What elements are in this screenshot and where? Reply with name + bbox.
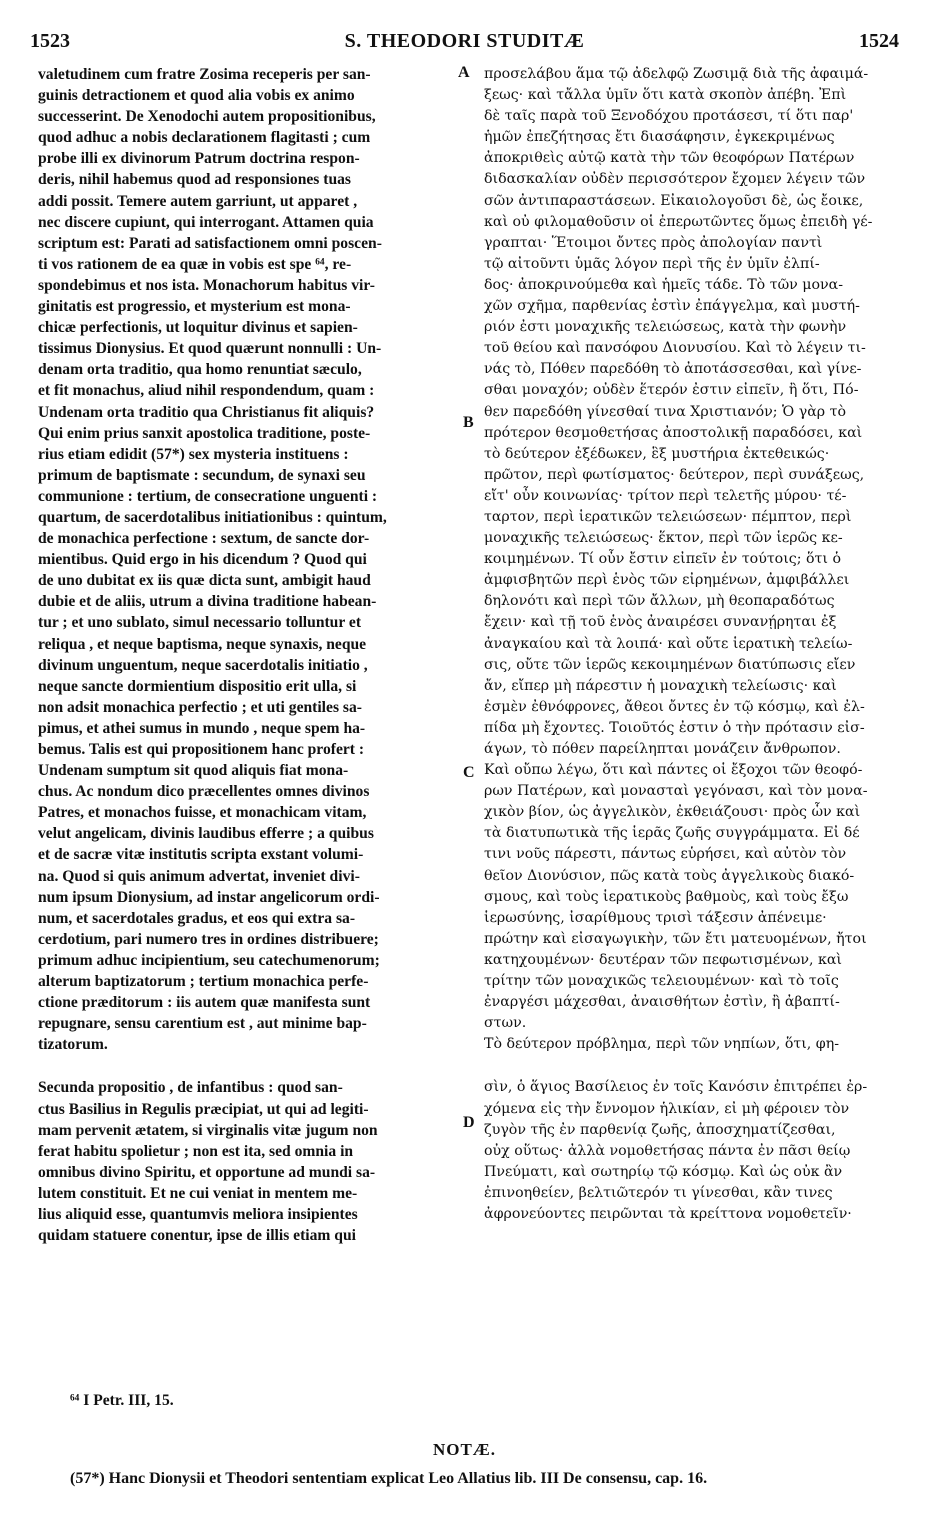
text-line: divinum unguentum, neque sacerdotalis initiatio , bbox=[38, 656, 368, 674]
text-line: κοιμημένων. Τί οὖν ἔστιν εἰπεῖν ἐν τούτοις; ὅτι ὁ bbox=[484, 551, 842, 568]
text-line: πίδα μὴ ἔχοντες. Τοιοῦτός ἐστιν ὁ τὴν πρότασιν εἰσ- bbox=[484, 719, 865, 736]
text-line: tizatorum. bbox=[38, 1036, 108, 1054]
text-line: pimus, et athei sumus in mundo , neque spem ha- bbox=[38, 719, 366, 737]
text-line: χόμενα εἰς τὴν ἔννομον ἡλικίαν, εἰ μὴ φέροιεν τὸν bbox=[484, 1100, 850, 1117]
running-title: S. THEODORI STUDITÆ bbox=[344, 30, 585, 52]
text-line: τρίτην τῶν μοναχικῶς τελειουμένων· καὶ τὸ τοῖς bbox=[484, 973, 839, 990]
text-line: de uno dubitat ex iis quæ dicta sunt, ambigit haud bbox=[38, 572, 371, 590]
text-line: chicæ perfectionis, ut loquitur divinus et sapien- bbox=[38, 319, 358, 337]
text-line: τὰ διατυπωτικὰ τῆς ἱερᾶς ζωῆς συγγράμματα. Εἰ δέ bbox=[484, 825, 860, 842]
text-line: addi possit. Temere autem garriunt, ut apparet , bbox=[38, 192, 358, 210]
text-line: στων. bbox=[484, 1015, 527, 1032]
text-line: ἔχειν· καὶ τῇ τοῦ ἑνὸς ἀναιρέσει συνανῄρηται ἐξ bbox=[484, 614, 837, 631]
text-line: ἱερωσύνης, ἰσαρίθμους τρισὶ τάξεσιν ἀπένειμε· bbox=[484, 909, 827, 926]
text-line: non adsit monachica perfectio ; et uti gentiles sa- bbox=[38, 698, 362, 716]
text-line: Undenam sumptum sit quod aliquis fiat mona- bbox=[38, 762, 349, 780]
text-line: denam orta traditio, qua homo renuntiat sæculo, bbox=[38, 361, 362, 379]
text-line: σμους, καὶ τοὺς ἱερατικοὺς βαθμοὺς, καὶ τοὺς ἔξω bbox=[484, 888, 849, 905]
text-line: χικὸν βίον, ὡς ἀγγελικὸν, ἐκθειάζουσι· πρὸς ὧν καὶ bbox=[484, 804, 861, 821]
text-line: Secunda propositio , de infantibus : quod san- bbox=[38, 1079, 343, 1097]
text-line: ξεως· καὶ τἄλλα ὑμῖν ὅτι κατὰ σκοπὸν ἀπέβη. Ἐπὶ bbox=[484, 87, 847, 104]
text-line: πρῶτον, περὶ φωτίσματος· δεύτερον, περὶ συνάξεως, bbox=[484, 466, 865, 483]
text-line: ctus Basilius in Regulis præcipiat, ut qui ad legiti- bbox=[38, 1100, 369, 1118]
text-line: ρων Πατέρων, καὶ μονασταὶ γεγόνασι, καὶ τὸν μονα- bbox=[484, 783, 868, 800]
text-line: ἀφρονεύοντες πειρῶνται τὰ κρείττονα νομοθετεῖν· bbox=[484, 1205, 852, 1222]
section-marker-d: D bbox=[463, 1114, 475, 1131]
text-line: chus. Ac nondum dico præcellentes omnes divinos bbox=[38, 783, 370, 801]
text-line: σὶν, ὁ ἅγιος Βασίλειος ἐν τοῖς Κανόσιν ἐπιτρέπει ἐρ- bbox=[484, 1079, 868, 1096]
section-marker-c: C bbox=[463, 764, 475, 781]
text-line: ἐπινοηθείεν, βελτιῶτερόν τι γίνεσθαι, κἂν τινες bbox=[484, 1184, 833, 1201]
text-line: primum adhuc incipientium, seu catechumenorum; bbox=[38, 951, 380, 969]
text-line: δηλονότι καὶ περὶ τῶν ἄλλων, μὴ θεοπαραδότως bbox=[484, 593, 835, 610]
text-line: ti vos rationem de ea quæ in vobis est spe ⁶⁴, re- bbox=[38, 255, 352, 273]
text-line: bemus. Talis est qui propositionem hanc profert : bbox=[38, 741, 365, 758]
text-line: πρότερον θεσμοθετήσας ἀποστολικῇ παραδόσει, καὶ bbox=[484, 424, 863, 441]
text-line: σις, οὔτε τῶν ἱερῶς κεκοιμημένων διατύπωσις εἴεν bbox=[484, 656, 856, 673]
text-line: spondebimus et nos ista. Monachorum habitus vir- bbox=[38, 276, 375, 294]
text-line: οὐχ οὕτως· ἀλλὰ νομοθετήσας πάντα ἐν πᾶσι θείῳ bbox=[484, 1142, 851, 1159]
text-line: cerdotium, pari numero tres in ordines distribuere; bbox=[38, 930, 379, 948]
text-line: δος· ἀποκρινούμεθα καὶ ἡμεῖς τάδε. Τὸ τῶν μονα- bbox=[484, 276, 844, 293]
text-line: communione : tertium, de consecratione unguenti : bbox=[38, 487, 378, 505]
text-line: probe illi ex divinorum Patrum doctrina respon- bbox=[38, 150, 360, 168]
text-line: ferat habitu spolietur ; non est ita, sed omnia in bbox=[38, 1142, 354, 1160]
notes-heading: NOTÆ. bbox=[432, 1440, 497, 1459]
text-line: tur ; et uno sublato, simul necessario tolluntur et bbox=[38, 614, 362, 632]
latin-column bbox=[38, 64, 460, 1246]
text-line: ἀμφισβητῶν περὶ ἑνὸς τῶν εἰρημένων, ἀμφιβάλλει bbox=[484, 572, 850, 589]
text-line: quidam statuere conentur, ipse de illis etiam qui bbox=[38, 1227, 356, 1245]
text-line: et de sacræ vitæ institutis scripta exstant volumi- bbox=[38, 846, 364, 864]
text-line: Τὸ δεύτερον πρόβλημα, περὶ τῶν νηπίων, ὅτι, φη- bbox=[484, 1036, 840, 1053]
text-line: σθαι μοναχόν; οὐδὲν ἕτερόν ἐστιν εἰπεῖν, ἢ ὅτι, Πό- bbox=[484, 382, 859, 399]
text-line: Undenam orta traditio qua Christianus fit aliquis? bbox=[38, 403, 375, 421]
paragraph-gap bbox=[484, 1055, 894, 1077]
text-line: tissimus Dionysius. Et quod quærunt nonnulli : Un- bbox=[38, 340, 382, 358]
text-line: ἄν, εἴπερ μὴ πάρεστιν ἡ μοναχικὴ τελείωσις· καὶ bbox=[484, 677, 837, 694]
text-line: θεῖον Διονύσιον, πῶς κατὰ τοὺς ἀγγελικοὺς διακό- bbox=[484, 867, 855, 884]
text-line: Patres, et monachos fuisse, et monachicam vitam, bbox=[38, 804, 367, 822]
text-line: χῶν σχῆμα, παρθενίας ἐστὶν ἐπάγγελμα, καὶ μυστή- bbox=[484, 298, 860, 315]
text-line: άγων, τὸ πόθεν παρείληπται μονάζειν ἄνθρωπον. bbox=[484, 741, 841, 757]
text-line: Καὶ οὔπω λέγω, ὅτι καὶ πάντες οἱ ἔξοχοι τῶν θεοφό- bbox=[484, 762, 863, 779]
text-line: ἐσμὲν ἐθνόφρονες, ἄθεοι ὄντες ἐν τῷ κόσμῳ, καὶ ἐλ- bbox=[484, 698, 865, 715]
text-line: τοῦ θείου καὶ πανσόφου Διονυσίου. Καὶ τὸ λέγειν τι- bbox=[484, 340, 866, 357]
text-line: valetudinem cum fratre Zosima receperis per san- bbox=[38, 66, 371, 83]
text-line: guinis detractionem et quod alia vobis ex animo bbox=[38, 87, 355, 105]
text-line: διδασκαλίαν οὐδὲν περισσότερον ἔχομεν λέγειν τῶν bbox=[484, 171, 866, 188]
text-line: ταρτον, περὶ ἱερατικῶν τελειώσεων· πέμπτον, περὶ bbox=[484, 508, 852, 525]
text-line: de monachica perfectione : sextum, de sancte dor- bbox=[38, 530, 370, 548]
text-line: scriptum est: Parati ad satisfactionem omni poscen- bbox=[38, 234, 382, 252]
text-line: omnibus divino Spiritu, et opportune ad mundi sa- bbox=[38, 1163, 376, 1181]
section-marker-a: A bbox=[458, 64, 470, 81]
text-line: alterum baptizatorum ; tertium monachica perfe- bbox=[38, 973, 369, 991]
text-line: σῶν ἀντιπαραστάσεων. Εἰκαιολογοῦσι δὲ, ὡς ἔοικε, bbox=[484, 192, 864, 209]
text-line: mientibus. Quid ergo in his dicendum ? Quod qui bbox=[38, 551, 367, 569]
text-line: ἡμῶν ἐπεζήτησας ἔτι διασάφησιν, ἐγκεκριμένως bbox=[484, 129, 835, 146]
text-line: ἀποκριθεὶς αὐτῷ κατὰ τὴν τῶν θεοφόρων Πατέρων bbox=[484, 150, 855, 167]
text-line: ctione præditorum : iis autem quæ manifesta sunt bbox=[38, 994, 371, 1012]
text-line: ἀναγκαίου καὶ τὰ λοιπά· καὶ οὔτε ἱερατικὴ τελείω- bbox=[484, 635, 853, 652]
text-line: dubie et de aliis, utrum a divina traditione habean- bbox=[38, 593, 377, 611]
text-line: τινι νοῦς πάρεστι, πάντως εὑρήσει, καὶ αὐτὸν τὸν bbox=[484, 846, 847, 863]
text-line: τὸ δεύτερον ἐξέδωκεν, ἓξ μυστήρια ἐκτεθεικώς· bbox=[484, 445, 830, 462]
text-line: καὶ οὐ φιλομαθοῦσιν οἱ ἐπερωτῶντες ὅμως ἐπειδὴ γέ- bbox=[484, 213, 873, 230]
text-line: num ipsum Dionysium, ad instar angelicorum ordi- bbox=[38, 888, 380, 906]
text-line: τῷ αἰτοῦντι ὑμᾶς λόγον περὶ τῆς ἐν ὑμῖν ἐλπί- bbox=[484, 255, 820, 272]
text-line: Πνεύματι, καὶ σωτηρίῳ τῷ κόσμῳ. Καὶ ὡς οὐκ ἂν bbox=[484, 1163, 843, 1180]
paragraph-gap bbox=[38, 1055, 460, 1077]
text-line: Qui enim prius sanxit apostolica traditione, poste- bbox=[38, 424, 371, 442]
text-line: rius etiam edidit (57*) sex mysteria instituens : bbox=[38, 445, 349, 463]
text-line: quod adhuc a nobis declarationem flagitasti ; cum bbox=[38, 129, 371, 147]
text-line: ginitatis est progressio, et mysterium est mona- bbox=[38, 298, 351, 316]
text-line: velut angelicam, divinis laudibus efferre ; a quibus bbox=[38, 825, 374, 843]
text-line: na. Quod si quis animum advertat, inveniet divi- bbox=[38, 867, 360, 885]
text-line: neque sancte dormientium dispositio erit ulla, si bbox=[38, 677, 357, 695]
text-line: πρώτην καὶ εἰσαγωγικὴν, τῶν ἔτι ματευομένων, ἤτοι bbox=[484, 930, 867, 947]
page-number-left: 1523 bbox=[30, 30, 70, 52]
text-line: γραπται· Ἕτοιμοι ὄντες πρὸς ἀπολογίαν παντὶ bbox=[484, 234, 823, 251]
text-line: quartum, de sacerdotalibus initiationibus : quintum, bbox=[38, 508, 387, 526]
text-line: reliqua , et neque baptisma, neque synaxis, neque bbox=[38, 635, 367, 653]
text-line: ζυγὸν τῆς ἐν παρθενίᾳ ζωῆς, ἀποσχηματίζεσθαι, bbox=[484, 1121, 836, 1138]
text-line: mam pervenit ætatem, si virginalis vitæ jugum non bbox=[38, 1121, 378, 1139]
greek-column bbox=[484, 64, 894, 1225]
text-line: εἴτ' οὖν κοινωνίας· τρίτον περὶ τελετῆς μύρου· τέ- bbox=[484, 487, 847, 504]
text-line: θεν παρεδόθη γίνεσθαί τινα Χριστιανόν; Ὁ γὰρ τὸ bbox=[484, 403, 847, 420]
note-57: (57*) Hanc Dionysii et Theodori sententiam explicat Leo Allatius lib. III De consensu, cap. 16. bbox=[70, 1470, 708, 1487]
text-line: δὲ ταῖς παρὰ τοῦ Ξενοδόχου προτάσεσι, τί ὅτι παρ' bbox=[484, 108, 854, 125]
section-marker-b: B bbox=[463, 414, 474, 431]
text-line: et fit monachus, aliud nihil respondendum, quam : bbox=[38, 382, 375, 400]
text-line: lius aliquid esse, quantumvis meliora insipientes bbox=[38, 1205, 358, 1223]
text-line: nec discere cupiunt, qui interrogant. Attamen quia bbox=[38, 213, 374, 231]
text-line: successerint. De Xenodochi autem propositionibus, bbox=[38, 108, 376, 126]
text-line: κατηχουμένων· δευτέραν τῶν πεφωτισμένων, καὶ bbox=[484, 951, 842, 968]
text-line: ριόν ἐστι μοναχικῆς τελειώσεως, κατὰ τὴν φωνὴν bbox=[484, 319, 847, 336]
text-line: primum de baptismate : secundum, de synaxi seu bbox=[38, 466, 366, 484]
text-line: num, et sacerdotales gradus, et eos qui extra sa- bbox=[38, 909, 356, 927]
text-line: προσελάβου ἅμα τῷ ἀδελφῷ Ζωσιμᾷ διὰ τῆς ἀφαιμά- bbox=[484, 66, 869, 82]
page-number-right: 1524 bbox=[859, 30, 899, 52]
text-line: lutem constituit. Et ne cui veniat in mentem me- bbox=[38, 1184, 358, 1202]
text-line: μοναχικῆς τελειώσεως· ἕκτον, περὶ τῶν ἱερῶς κε- bbox=[484, 530, 843, 547]
text-line: deris, nihil habemus quod ad responsiones tuas bbox=[38, 171, 351, 189]
text-line: repugnare, sensu carentium est , aut minime bap- bbox=[38, 1015, 367, 1033]
footnote: ⁶⁴ I Petr. III, 15. bbox=[70, 1392, 174, 1409]
running-header bbox=[30, 30, 899, 56]
text-line: ἐναργέσι μάχεσθαι, ἀναισθήτων ἐστὶν, ἢ ἀβαπτί- bbox=[484, 994, 840, 1011]
text-line: νάς τὸ, Πόθεν παρεδόθη τὸ ἀποτάσσεσθαι, καὶ γίνε- bbox=[484, 361, 862, 378]
